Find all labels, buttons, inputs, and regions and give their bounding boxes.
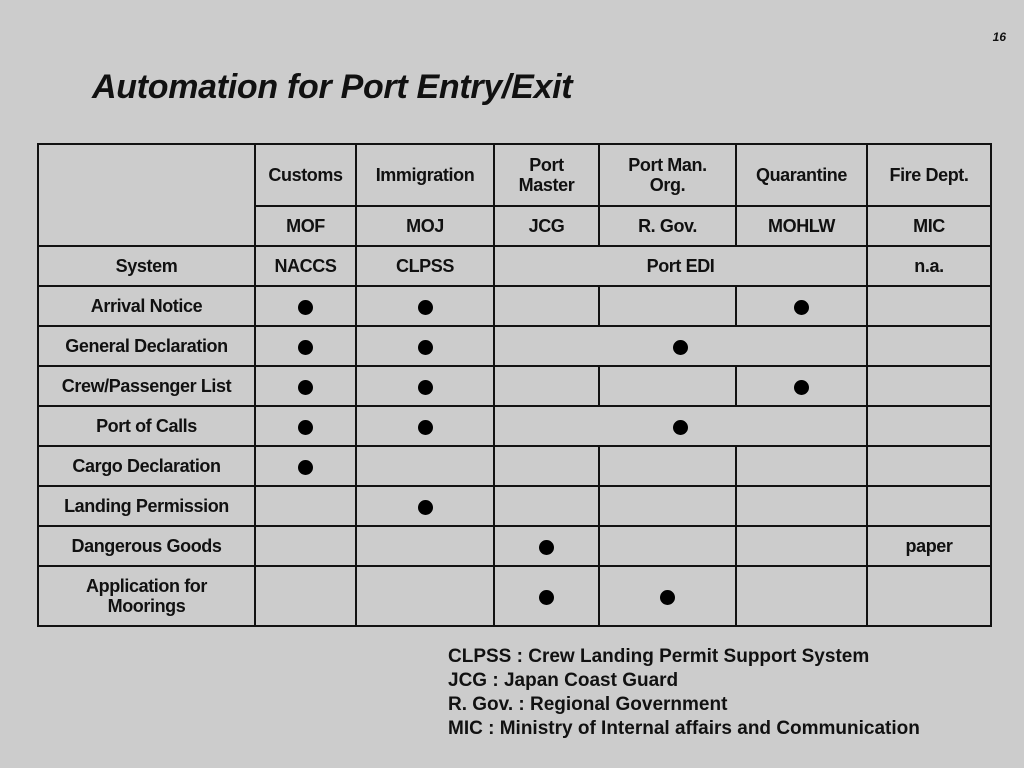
table-row bbox=[38, 486, 991, 526]
cell-fire: paper bbox=[867, 526, 991, 566]
cell-port-master bbox=[494, 526, 599, 566]
cell-fire bbox=[867, 286, 991, 326]
system-port-edi: Port EDI bbox=[494, 246, 867, 286]
row-label: Crew/Passenger List bbox=[38, 366, 255, 406]
cell-fire bbox=[867, 566, 991, 626]
system-customs: NACCS bbox=[255, 246, 356, 286]
cell-customs bbox=[255, 326, 356, 366]
cell-port-man-org bbox=[599, 486, 736, 526]
cell-port-man-org bbox=[599, 286, 736, 326]
table-row bbox=[38, 326, 991, 366]
cell-port-edi bbox=[494, 406, 867, 446]
corner-cell bbox=[38, 144, 255, 246]
col-header-port-master bbox=[494, 144, 599, 206]
cell-immigration bbox=[356, 526, 494, 566]
cell-port-master bbox=[494, 446, 599, 486]
system-fire: n.a. bbox=[867, 246, 991, 286]
cell-fire bbox=[867, 446, 991, 486]
filled-circle-icon bbox=[418, 420, 433, 435]
cell-port-edi bbox=[494, 326, 867, 366]
row-label: Landing Permission bbox=[38, 486, 255, 526]
filled-circle-icon bbox=[673, 340, 688, 355]
row-label-line1: Application for bbox=[86, 576, 207, 596]
cell-port-master bbox=[494, 366, 599, 406]
col-header-quarantine: Quarantine bbox=[736, 144, 867, 206]
filled-circle-icon bbox=[660, 590, 675, 605]
cell-immigration bbox=[356, 486, 494, 526]
page-number: 16 bbox=[992, 30, 1006, 44]
slide-title: Automation for Port Entry/Exit bbox=[92, 68, 573, 106]
ministry-port-master: JCG bbox=[494, 206, 599, 246]
cell-quarantine bbox=[736, 486, 867, 526]
legend-item: CLPSS : Crew Landing Permit Support System bbox=[448, 646, 870, 667]
cell-port-man-org bbox=[599, 446, 736, 486]
ministry-port-man-org: R. Gov. bbox=[599, 206, 736, 246]
cell-customs bbox=[255, 526, 356, 566]
filled-circle-icon bbox=[298, 460, 313, 475]
system-label: System bbox=[38, 246, 255, 286]
cell-immigration bbox=[356, 446, 494, 486]
col-header-customs: Customs bbox=[255, 144, 356, 206]
row-label bbox=[38, 566, 255, 626]
cell-quarantine bbox=[736, 446, 867, 486]
cell-customs bbox=[255, 286, 356, 326]
ministry-quarantine: MOHLW bbox=[736, 206, 867, 246]
ministry-customs: MOF bbox=[255, 206, 356, 246]
legend-item: R. Gov. : Regional Government bbox=[448, 694, 728, 715]
system-immigration: CLPSS bbox=[356, 246, 494, 286]
ministry-immigration: MOJ bbox=[356, 206, 494, 246]
cell-port-man-org bbox=[599, 366, 736, 406]
col-header-port-master-line2: Master bbox=[518, 175, 575, 195]
col-header-port-man-line2: Org. bbox=[649, 175, 686, 195]
ministry-fire-dept: MIC bbox=[867, 206, 991, 246]
filled-circle-icon bbox=[298, 340, 313, 355]
cell-fire bbox=[867, 326, 991, 366]
cell-quarantine bbox=[736, 526, 867, 566]
table-row bbox=[38, 526, 991, 566]
col-header-immigration: Immigration bbox=[356, 144, 494, 206]
cell-customs bbox=[255, 406, 356, 446]
cell-port-man-org bbox=[599, 566, 736, 626]
filled-circle-icon bbox=[418, 500, 433, 515]
col-header-port-master-line1: Port bbox=[529, 155, 564, 175]
table-row bbox=[38, 286, 991, 326]
cell-immigration bbox=[356, 406, 494, 446]
row-label: Dangerous Goods bbox=[38, 526, 255, 566]
cell-customs bbox=[255, 446, 356, 486]
row-label: Port of Calls bbox=[38, 406, 255, 446]
cell-immigration bbox=[356, 366, 494, 406]
cell-customs bbox=[255, 566, 356, 626]
table-row bbox=[38, 566, 991, 626]
cell-customs bbox=[255, 366, 356, 406]
table-row bbox=[38, 406, 991, 446]
row-label: Arrival Notice bbox=[38, 286, 255, 326]
col-header-port-man-line1: Port Man. bbox=[628, 155, 707, 175]
filled-circle-icon bbox=[298, 380, 313, 395]
row-label: Cargo Declaration bbox=[38, 446, 255, 486]
cell-quarantine bbox=[736, 286, 867, 326]
row-label-line2: Moorings bbox=[107, 596, 186, 616]
filled-circle-icon bbox=[298, 300, 313, 315]
row-label: General Declaration bbox=[38, 326, 255, 366]
cell-immigration bbox=[356, 286, 494, 326]
col-header-port-man-org bbox=[599, 144, 736, 206]
filled-circle-icon bbox=[673, 420, 688, 435]
legend-item: MIC : Ministry of Internal affairs and Communication bbox=[448, 718, 920, 739]
filled-circle-icon bbox=[418, 380, 433, 395]
cell-port-master bbox=[494, 566, 599, 626]
cell-quarantine bbox=[736, 566, 867, 626]
filled-circle-icon bbox=[418, 340, 433, 355]
filled-circle-icon bbox=[539, 540, 554, 555]
cell-port-master bbox=[494, 486, 599, 526]
port-automation-table bbox=[37, 143, 992, 627]
col-header-fire-dept: Fire Dept. bbox=[867, 144, 991, 206]
filled-circle-icon bbox=[794, 300, 809, 315]
cell-quarantine bbox=[736, 366, 867, 406]
cell-immigration bbox=[356, 326, 494, 366]
cell-port-man-org bbox=[599, 526, 736, 566]
cell-fire bbox=[867, 486, 991, 526]
filled-circle-icon bbox=[539, 590, 554, 605]
cell-fire bbox=[867, 406, 991, 446]
table-row bbox=[38, 366, 991, 406]
filled-circle-icon bbox=[418, 300, 433, 315]
cell-customs bbox=[255, 486, 356, 526]
system-row bbox=[38, 246, 991, 286]
cell-fire bbox=[867, 366, 991, 406]
cell-port-master bbox=[494, 286, 599, 326]
table-row bbox=[38, 446, 991, 486]
abbreviation-legend bbox=[448, 645, 920, 741]
filled-circle-icon bbox=[794, 380, 809, 395]
header-row-agencies bbox=[38, 144, 991, 206]
cell-immigration bbox=[356, 566, 494, 626]
filled-circle-icon bbox=[298, 420, 313, 435]
legend-item: JCG : Japan Coast Guard bbox=[448, 670, 679, 691]
